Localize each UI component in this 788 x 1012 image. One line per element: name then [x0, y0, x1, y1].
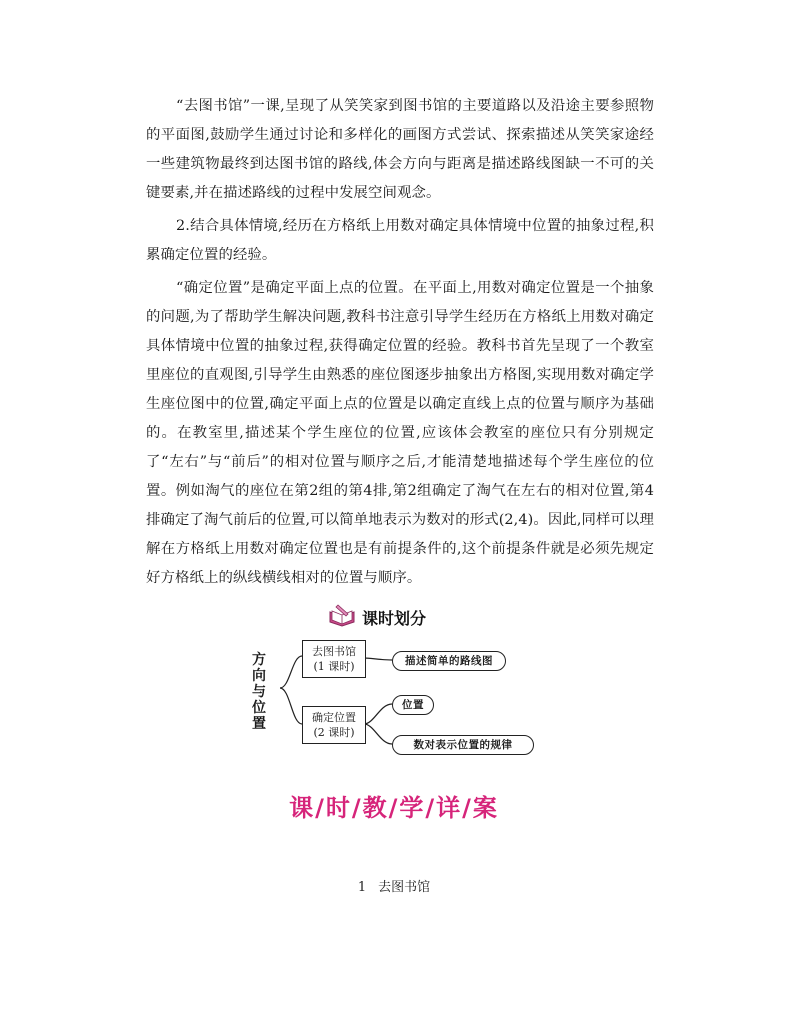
paragraph-determine-position: “确定位置”是确定平面上点的位置。在平面上,用数对确定位置是一个抽象的问题,为了帮助学生解决问题,教科书注意引导学生经历在方格纸上用数对确定具体情境中位置的抽象过程,获得确定位置的经验。教科书首先呈现了一个教室里座位的直观图,引导学生由熟悉的座位图逐步抽象出方格图,实现用数对确定学生座位图中的位置,确定平面上点的位置是以确定直线上点的位置与顺序为基础的。在教室里,描述某个学生座位的位置,应该体会教室的座位只有分别规定了“左右”与“前后”的相对位置与顺序之后,才能清楚地描述每个学生座位的位置。例如淘气的座位在第2组的第4排,第2组确定了淘气在左右的相对位置,第4排确定了淘气前后的位置,可以简单地表示为数对的形式(2,4)。因此,同样可以理解在方格纸上用数对确定位置也是有前提条件的,这个前提条件就是必须先规定好方格纸上的纵线横线相对的位置与顺序。 [146, 280, 654, 586]
node-library [302, 640, 366, 678]
node-position [302, 706, 366, 744]
section-heading [328, 602, 426, 632]
diagram-root: 方向与位置 [252, 652, 266, 732]
paragraph-library-lesson: “去图书馆”一课,呈现了从笑笑家到图书馆的主要道路以及沿途主要参照物的平面图,鼓励学生通过讨论和多样化的画图方式尝试、探索描述从笑笑家途经一些建筑物最终到达图书馆的路线,体会方向与距离是描述路线图缺一不可的关键要素,并在描述路线的过程中发展空间观念。 [146, 98, 654, 201]
node-library-hours: (1 课时) [313, 660, 355, 673]
body-text [146, 92, 654, 593]
lesson-title: 去图书馆 [378, 880, 431, 895]
book-pencil-icon [328, 603, 356, 631]
leaf-coordinate-rule: 数对表示位置的规律 [392, 735, 534, 755]
lesson-heading [0, 876, 788, 895]
leaf-route-map: 描述简单的路线图 [392, 651, 506, 671]
section-title: 课时划分 [362, 608, 427, 628]
lesson-number: 1 [357, 880, 367, 895]
lesson-division-diagram [250, 636, 540, 766]
detailed-lesson-plan-banner: 课/时/教/学/详/案 [289, 794, 499, 822]
node-position-hours: (2 课时) [313, 726, 355, 739]
leaf-position: 位置 [392, 695, 434, 715]
node-library-name: 去图书馆 [312, 645, 356, 658]
paragraph-goal-2: 2.结合具体情境,经历在方格纸上用数对确定具体情境中位置的抽象过程,积累确定位置的经验。 [146, 218, 654, 263]
node-position-name: 确定位置 [312, 711, 356, 724]
